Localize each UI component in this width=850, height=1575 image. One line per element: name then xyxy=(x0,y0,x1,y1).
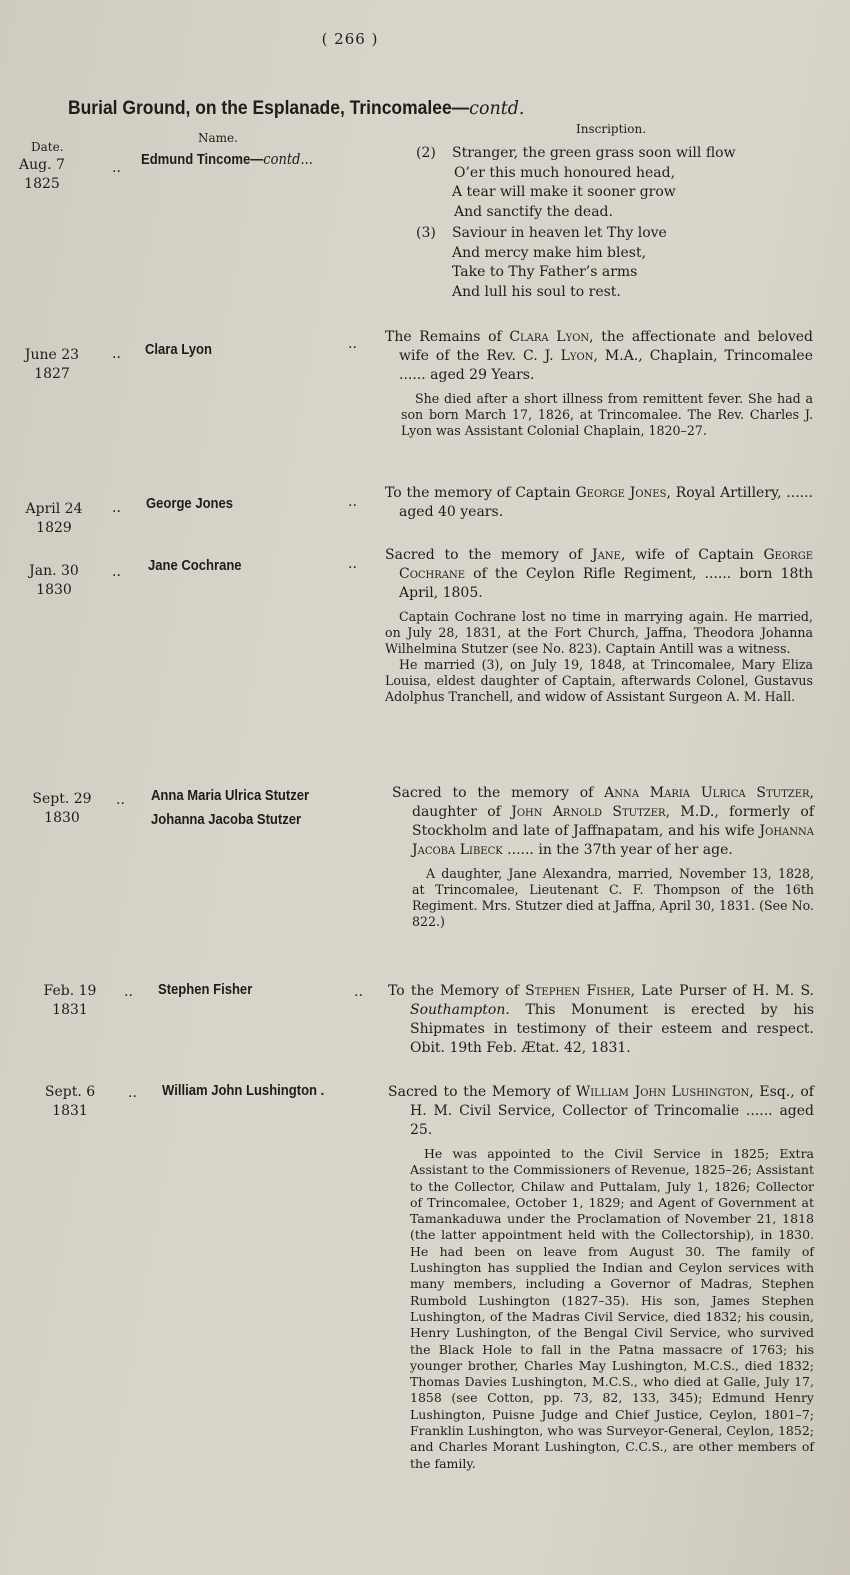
inscription-text xyxy=(385,546,813,603)
ship-name: Southampton xyxy=(410,1002,506,1018)
verse-line: Stranger, the green grass soon will flow xyxy=(452,145,736,161)
section-title-suffix: contd. xyxy=(469,97,525,119)
verse-line: Saviour in heaven let Thy love xyxy=(452,225,667,241)
text: To the memory of Captain xyxy=(385,485,576,501)
date-year: 1830 xyxy=(44,810,80,826)
entry-date xyxy=(2,156,82,194)
inscription xyxy=(385,484,813,522)
dot-leader: .. xyxy=(128,1085,137,1101)
date-year: 1830 xyxy=(36,582,72,598)
verse-3 xyxy=(416,224,667,302)
dot-leader: .. xyxy=(348,556,357,572)
entry-name: Clara Lyon xyxy=(145,342,212,358)
text: Sacred to the Memory of xyxy=(388,1084,576,1100)
verse-line: And lull his soul to rest. xyxy=(452,283,621,300)
date-day: April 24 xyxy=(25,501,83,517)
text: , M.D., formerly of Stockholm and late of Jaffnapatam, and his wife xyxy=(412,804,814,839)
entry-date xyxy=(22,790,102,828)
date-day: June 23 xyxy=(24,347,80,363)
inscription-text xyxy=(388,1083,814,1140)
inscription xyxy=(388,982,814,1058)
verse-line: A tear will make it sooner grow xyxy=(452,184,676,200)
entry-date xyxy=(14,500,94,538)
dot-leader: .. xyxy=(354,984,363,1000)
inscription-note: He married (3), on July 19, 1848, at Trincomalee, Mary Eliza Louisa, eldest daughter of Captain, afterwards Colonel, Gustavus Adolphus Tranchell, and widow of Assistant Surgeon A. M. Hall. xyxy=(385,657,813,704)
inscription xyxy=(385,328,813,439)
dot-leader: .. xyxy=(116,792,125,808)
text: The Remains of xyxy=(385,329,510,345)
verse-line: Take to Thy Father’s arms xyxy=(452,264,638,280)
column-header-inscription: Inscription. xyxy=(576,122,647,136)
name-smallcaps: George Cochrane xyxy=(399,547,813,582)
name-tail: . xyxy=(317,1083,325,1099)
date-day: Aug. 7 xyxy=(19,157,65,173)
date-year: 1827 xyxy=(34,366,70,382)
text: , Late Purser of H. M. S. xyxy=(630,983,814,999)
inscription xyxy=(388,1083,814,1472)
entry-name: George Jones xyxy=(146,496,234,512)
inscription xyxy=(392,784,814,930)
inscription-text xyxy=(388,982,814,1058)
name-smallcaps: Lyon xyxy=(560,348,594,364)
text: , wife of Captain xyxy=(620,547,764,563)
name-smallcaps: Johanna Jacoba Libeck xyxy=(412,823,814,858)
text: , M.A., Chaplain, Trincomalee ...... aged 29 Years. xyxy=(399,348,813,383)
name-smallcaps: George Jones xyxy=(575,485,667,501)
column-header-name: Name. xyxy=(198,131,238,145)
dot-leader: .. xyxy=(112,500,121,516)
text: , the affectionate and beloved wife of the Rev. C. J. xyxy=(399,329,813,364)
inscription xyxy=(385,546,813,705)
name-smallcaps: Clara Lyon xyxy=(509,329,590,345)
text: . This Monument is erected by his Shipmates in testimony of their esteem and respect. Obit. 19th Feb. Ætat. 42, 1831. xyxy=(410,1002,814,1056)
dot-leader: .. xyxy=(348,494,357,510)
inscription-text xyxy=(385,328,813,385)
section-title xyxy=(68,97,712,120)
text: , daughter of xyxy=(412,785,814,820)
name-text: Johanna Jacoba Stutzer xyxy=(151,812,302,828)
name-text: Edmund Tincome— xyxy=(141,152,264,168)
section-title-main: Burial Ground, on the Esplanade, Trincomalee— xyxy=(68,98,470,119)
page-number: ( 266 ) xyxy=(321,30,379,48)
verse-number: (2) xyxy=(416,145,436,161)
verse-number: (3) xyxy=(416,225,436,241)
inscription-note: She died after a short illness from remittent fever. She had a son born March 17, 1826, at Trincomalee. The Rev. Charles J. Lyon was Assistant Colonial Chaplain, 1820–27. xyxy=(401,391,813,438)
inscription-note: A daughter, Jane Alexandra, married, November 13, 1828, at Trincomalee, Lieutenant C. F. Thompson of the 16th Regiment. Mrs. Stutzer died at Jaffna, April 30, 1831. (See No. 822.) xyxy=(412,866,814,929)
name-text: Anna Maria Ulrica Stutzer xyxy=(151,788,310,804)
date-day: Jan. 30 xyxy=(29,563,79,579)
dot-leader: .. xyxy=(124,984,133,1000)
date-year: 1831 xyxy=(52,1103,88,1119)
text: , Royal Artillery, ...... aged 40 years. xyxy=(399,485,813,520)
name-smallcaps: William John Lushington xyxy=(575,1084,750,1100)
entry-date xyxy=(14,562,94,600)
text: Sacred to the memory of xyxy=(392,785,605,801)
inscription-note: He was appointed to the Civil Service in 1825; Extra Assistant to the Commissioners of Revenue, 1825–26; Assistant to the Collector, Chilaw and Puttalam, July 1, 1826; Collector of Trincomalee, October 1, 1829; and Agent of Government at Tamankaduwa under the Proclamation of November 21, 1818 (the latter appointment held with the Collectorship), in 1830. He had been on leave from August 30. The family of Lushington has supplied the Indian and Ceylon services with many members, including a Governor of Madras, Stephen Rumbold Lushington (1827–35). His son, James Stephen Lushington, of the Madras Civil Service, died 1832; his cousin, Henry Lushington, of the Bengal Civil Service, who survived the Black Hole to fall in the Patna massacre of 1763; his younger brother, Charles May Lushington, M.C.S., died 1832; Thomas Davies Lushington, M.C.S., who died at Galle, July 17, 1858 (see Cotton, pp. 73, 82, 133, 345); Edmund Henry Lushington, Puisne Judge and Chief Justice, Ceylon, 1801–7; Franklin Lushington, who was Surveyor-General, Ceylon, 1852; and Charles Morant Lushington, C.C.S., are other members of the family. xyxy=(410,1146,814,1471)
entry-name xyxy=(151,784,309,832)
text: , Esq., of H. M. Civil Service, Collector of Trincomalie ...... aged 25. xyxy=(410,1084,814,1138)
name-text: William John Lushington xyxy=(162,1083,318,1099)
dot-leader: .. xyxy=(112,346,121,362)
date-day: Sept. 6 xyxy=(44,1084,96,1100)
entry-date xyxy=(30,1083,110,1121)
text: of the Ceylon Rifle Regiment, ...... born 18th April, 1805. xyxy=(399,566,813,601)
date-year: 1825 xyxy=(24,176,60,192)
entry-name: Jane Cochrane xyxy=(148,558,242,574)
dot-leader: .. xyxy=(348,336,357,352)
entry-name: Stephen Fisher xyxy=(158,982,253,998)
verse-line: And sanctify the dead. xyxy=(454,203,613,220)
entry-name xyxy=(141,148,313,172)
dot-leader: .. xyxy=(112,564,121,580)
date-year: 1829 xyxy=(36,520,72,536)
text: ...... in the 37th year of her age. xyxy=(502,842,733,858)
name-smallcaps: Jane xyxy=(592,547,621,563)
entry-date xyxy=(30,982,110,1020)
inscription-text xyxy=(392,784,814,860)
dot-leader: .. xyxy=(112,160,121,176)
inscription-text xyxy=(385,484,813,522)
date-year: 1831 xyxy=(52,1002,88,1018)
date-day: Sept. 29 xyxy=(32,791,92,807)
column-header-date: Date. xyxy=(31,140,64,154)
entry-date xyxy=(12,346,92,384)
name-suffix: contd... xyxy=(263,152,313,168)
name-smallcaps: Anna Maria Ulrica Stutzer xyxy=(604,785,810,801)
name-smallcaps: John Arnold Stutzer xyxy=(511,804,666,820)
name-smallcaps: Stephen Fisher xyxy=(525,983,631,999)
text: Sacred to the memory of xyxy=(385,547,593,563)
verse-line: O’er this much honoured head, xyxy=(454,164,676,181)
inscription-note: Captain Cochrane lost no time in marrying again. He married, on July 28, 1831, at the Fort Church, Jaffna, Theodora Johanna Wilhelmina Stutzer (see No. 823). Captain Antill was a witness. xyxy=(385,609,813,656)
date-day: Feb. 19 xyxy=(43,983,97,999)
entry-name xyxy=(162,1079,324,1103)
text: To the Memory of xyxy=(388,983,526,999)
verse-2 xyxy=(416,144,736,222)
verse-line: And mercy make him blest, xyxy=(452,244,647,261)
